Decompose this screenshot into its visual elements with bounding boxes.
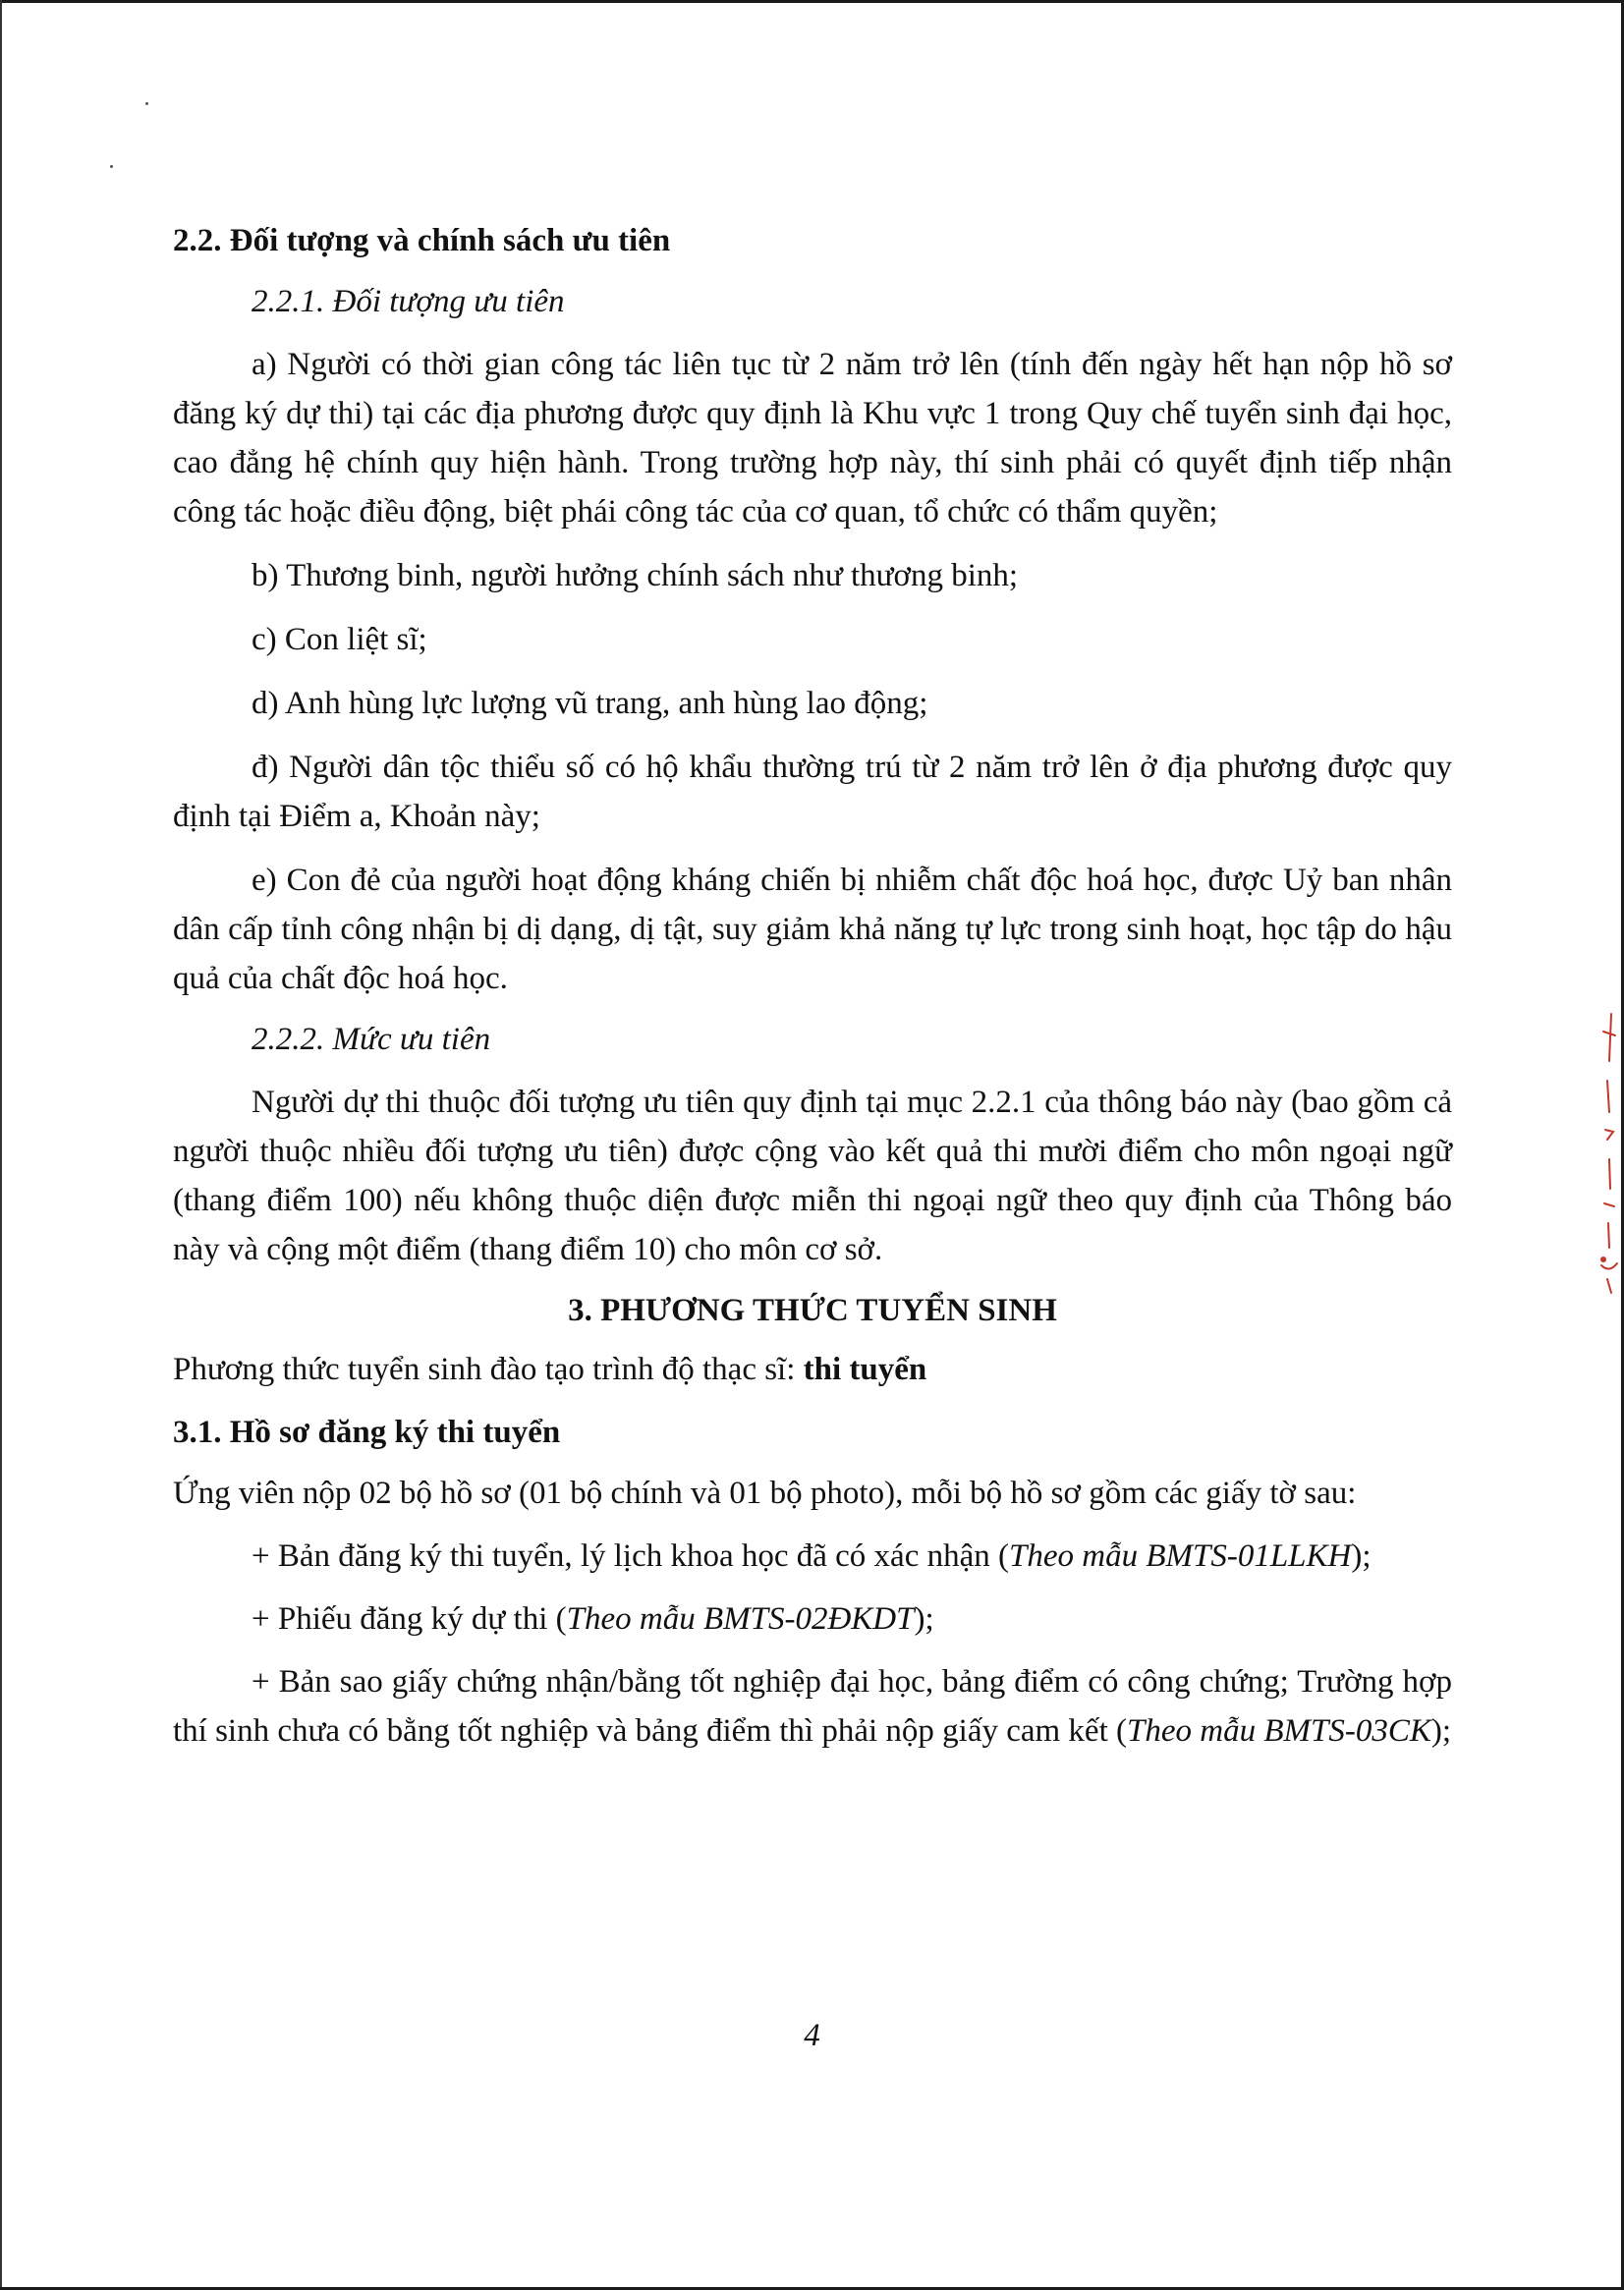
- document-item-2-text: + Phiếu đăng ký dự thi (: [252, 1601, 567, 1637]
- scan-speck: [110, 165, 113, 168]
- annotation-stroke: [1605, 1130, 1613, 1140]
- section-2-2-title: 2.2. Đối tượng và chính sách ưu tiên: [173, 223, 671, 258]
- method-prefix: Phương thức tuyển sinh đào tạo trình độ thạc sĩ:: [173, 1352, 804, 1387]
- document-item-1-end: );: [1351, 1538, 1372, 1574]
- document-item-2-end: );: [914, 1601, 934, 1637]
- document-item-1-text: + Bản đăng ký thi tuyển, lý lịch khoa học đã có xác nhận (: [252, 1538, 1009, 1574]
- item-b: b) Thương binh, người hưởng chính sách như thương binh;: [252, 558, 1019, 593]
- annotation-dot: [1600, 1257, 1606, 1262]
- document-item-1-form: Theo mẫu BMTS-01LLKH: [1009, 1538, 1352, 1574]
- page-border-top: [0, 0, 1624, 3]
- annotation-stroke: [1603, 1032, 1615, 1035]
- annotation-stroke: [1607, 1279, 1611, 1293]
- margin-annotation-icon: [1596, 1002, 1621, 1297]
- method-value: thi tuyển: [803, 1352, 927, 1387]
- section-3-1-title: 3.1. Hồ sơ đăng ký thi tuyển: [173, 1415, 561, 1450]
- section-2-2-2-title: 2.2.2. Mức ưu tiên: [252, 1022, 491, 1057]
- annotation-stroke: [1608, 1223, 1609, 1248]
- application-intro: Ứng viên nộp 02 bộ hồ sơ (01 bộ chính và 01 bộ photo), mỗi bộ hồ sơ gồm các giấy tờ sau:: [173, 1476, 1357, 1511]
- section-2-2-1-title: 2.2.1. Đối tượng ưu tiên: [252, 284, 565, 319]
- document-item-3-text: + Bản sao giấy chứng nhận/bằng tốt nghiệp đại học, bảng điểm có công chứng; Trường hợp thí sinh chưa có bằng tốt nghiệp và bảng điểm thì phải nộp giấy cam kết (: [173, 1664, 1452, 1749]
- annotation-stroke: [1604, 1203, 1614, 1206]
- item-d: d) Anh hùng lực lượng vũ trang, anh hùng lao động;: [252, 686, 928, 721]
- page-number: 4: [804, 2018, 820, 2053]
- annotation-stroke: [1601, 1263, 1617, 1269]
- annotation-stroke: [1609, 1159, 1610, 1189]
- item-e: e) Con đẻ của người hoạt động kháng chiến bị nhiễm chất độc hoá học, được Uỷ ban nhân dân cấp tỉnh công nhận bị dị dạng, dị tật, suy giảm khả năng tự lực trong sinh hoạt, học tập do hậu quả của chất độc hoá học.: [173, 863, 1452, 996]
- annotation-stroke: [1609, 1014, 1611, 1061]
- item-c: c) Con liệt sĩ;: [252, 622, 427, 657]
- document-item-2: [173, 1594, 1452, 1644]
- document-item-3-form: Theo mẫu BMTS-03CK: [1127, 1713, 1431, 1749]
- item-a: a) Người có thời gian công tác liên tục từ 2 năm trở lên (tính đến ngày hết hạn nộp hồ sơ đăng ký dự thi) tại các địa phương được quy định là Khu vực 1 trong Quy chế tuyển sinh đại học, cao đẳng hệ chính quy hiện hành. Trong trường hợp này, thí sinh phải có quyết định tiếp nhận công tác hoặc điều động, biệt phái công tác của cơ quan, tổ chức có thẩm quyền;: [173, 347, 1452, 530]
- annotation-stroke: [1607, 1081, 1609, 1112]
- document-item-1: [173, 1532, 1452, 1581]
- document-item-3-end: );: [1430, 1713, 1452, 1749]
- item-dd: đ) Người dân tộc thiểu số có hộ khẩu thường trú từ 2 năm trở lên ở địa phương được quy định tại Điểm a, Khoản này;: [173, 750, 1452, 834]
- section-3-title: 3. PHƯƠNG THỨC TUYỂN SINH: [568, 1293, 1057, 1328]
- document-body: [173, 216, 1452, 1756]
- document-item-2-form: Theo mẫu BMTS-02ĐKDT: [566, 1601, 915, 1637]
- document-item-3: [173, 1657, 1452, 1756]
- scan-speck: [145, 102, 148, 105]
- method-line: [173, 1345, 1452, 1394]
- page-border-left: [0, 0, 2, 2290]
- priority-paragraph: Người dự thi thuộc đối tượng ưu tiên quy định tại mục 2.2.1 của thông báo này (bao gồm cả người thuộc nhiều đối tượng ưu tiên) được cộng vào kết quả thi mười điểm cho môn ngoại ngữ (thang điểm 100) nếu không thuộc diện được miễn thi ngoại ngữ theo quy định của Thông báo này và cộng một điểm (thang điểm 10) cho môn cơ sở.: [173, 1085, 1452, 1267]
